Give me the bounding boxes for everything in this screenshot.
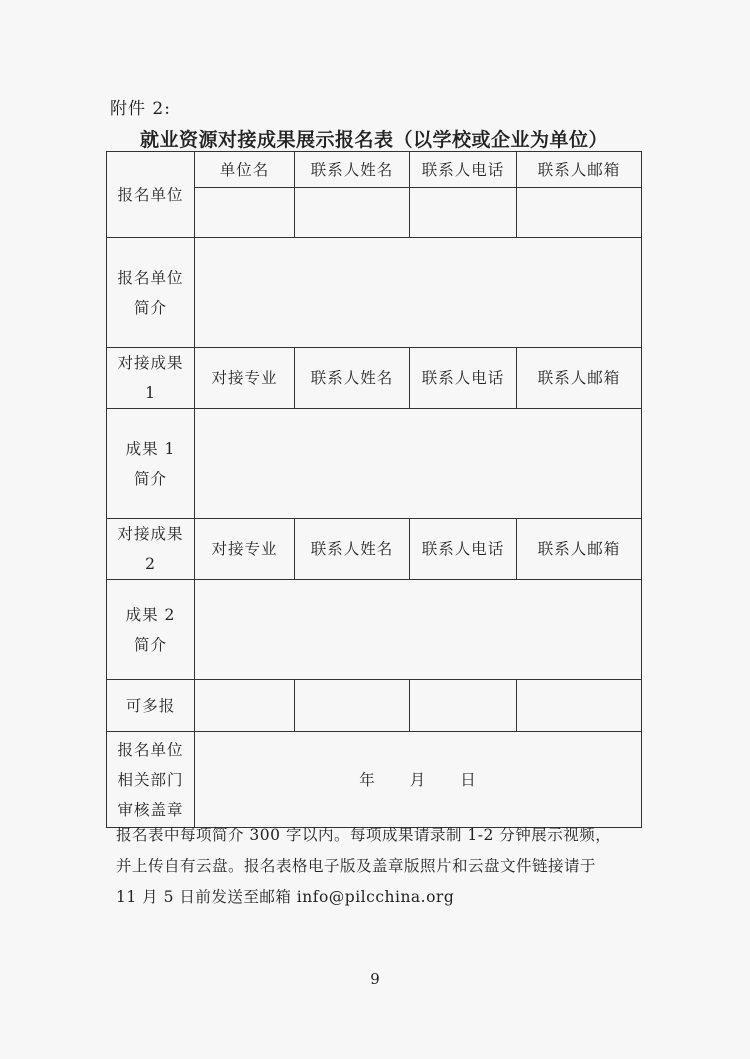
result1-header-row bbox=[107, 348, 642, 409]
unit-intro-label-line2: 简介 bbox=[133, 298, 167, 317]
approval-row bbox=[107, 732, 642, 828]
result1-label-line1: 对接成果 bbox=[117, 354, 184, 372]
unit-label-cell: 报名单位 bbox=[107, 152, 195, 238]
header-contact-phone: 联系人电话 bbox=[410, 152, 517, 188]
result2-label bbox=[107, 519, 195, 580]
more-field-1[interactable] bbox=[195, 680, 295, 732]
approval-stamp-field[interactable] bbox=[195, 732, 642, 828]
result2-header-row bbox=[107, 519, 642, 580]
result2-intro-field[interactable] bbox=[195, 580, 642, 680]
unit-name-field[interactable] bbox=[195, 188, 295, 238]
result1-header-contact-email: 联系人邮箱 bbox=[517, 348, 642, 409]
attachment-label: 附件 2: bbox=[110, 99, 171, 119]
result2-header-major: 对接专业 bbox=[195, 519, 295, 580]
more-label: 可多报 bbox=[107, 680, 195, 732]
registration-form-table bbox=[106, 151, 642, 828]
page-number: 9 bbox=[370, 970, 380, 988]
approval-label-line3: 审核盖章 bbox=[117, 800, 184, 819]
result2-intro-label-line2: 简介 bbox=[133, 635, 167, 654]
more-field-4[interactable] bbox=[517, 680, 642, 732]
result1-intro-row bbox=[107, 409, 642, 519]
result2-header-contact-phone: 联系人电话 bbox=[410, 519, 517, 580]
header-unit-name: 单位名 bbox=[195, 152, 295, 188]
unit-contact-email-field[interactable] bbox=[517, 188, 642, 238]
more-row bbox=[107, 680, 642, 732]
result2-label-line1: 对接成果 bbox=[117, 525, 184, 543]
unit-contact-name-field[interactable] bbox=[295, 188, 410, 238]
more-field-2[interactable] bbox=[295, 680, 410, 732]
result1-intro-label-line1: 成果 1 bbox=[125, 439, 176, 458]
note-line: 报名表中每项简介 300 字以内。每项成果请录制 1-2 分钟展示视频， bbox=[116, 826, 612, 844]
unit-header-row bbox=[107, 152, 642, 188]
date-month: 月 bbox=[409, 770, 427, 789]
header-contact-name: 联系人姓名 bbox=[295, 152, 410, 188]
unit-contact-phone-field[interactable] bbox=[410, 188, 517, 238]
result1-label-line2: 1 bbox=[145, 384, 156, 402]
result2-header-contact-email: 联系人邮箱 bbox=[517, 519, 642, 580]
result1-intro-label-line2: 简介 bbox=[133, 469, 167, 488]
approval-label-line2: 相关部门 bbox=[117, 770, 184, 789]
result2-label-line2: 2 bbox=[145, 555, 156, 573]
header-contact-email: 联系人邮箱 bbox=[517, 152, 642, 188]
approval-label bbox=[107, 732, 195, 828]
note-line: 并上传自有云盘。报名表格电子版及盖章版照片和云盘文件链接请于 bbox=[116, 857, 597, 875]
notes-paragraph bbox=[116, 820, 656, 913]
result2-intro-label bbox=[107, 580, 195, 680]
unit-intro-label-line1: 报名单位 bbox=[117, 268, 184, 287]
result1-header-contact-name: 联系人姓名 bbox=[295, 348, 410, 409]
result1-header-contact-phone: 联系人电话 bbox=[410, 348, 517, 409]
result2-intro-row bbox=[107, 580, 642, 680]
unit-intro-field[interactable] bbox=[195, 238, 642, 348]
more-field-3[interactable] bbox=[410, 680, 517, 732]
result1-intro-label bbox=[107, 409, 195, 519]
form-title: 就业资源对接成果展示报名表（以学校或企业为单位） bbox=[140, 129, 609, 151]
result1-label bbox=[107, 348, 195, 409]
result2-header-contact-name: 联系人姓名 bbox=[295, 519, 410, 580]
approval-label-line1: 报名单位 bbox=[117, 740, 184, 759]
unit-intro-label bbox=[107, 238, 195, 348]
result2-intro-label-line1: 成果 2 bbox=[125, 605, 176, 624]
result1-intro-field[interactable] bbox=[195, 409, 642, 519]
note-line: 11 月 5 日前发送至邮箱 info@pilcchina.org bbox=[116, 888, 455, 906]
result1-header-major: 对接专业 bbox=[195, 348, 295, 409]
date-year: 年 bbox=[359, 770, 376, 789]
unit-intro-row bbox=[107, 238, 642, 348]
date-day: 日 bbox=[460, 770, 477, 789]
